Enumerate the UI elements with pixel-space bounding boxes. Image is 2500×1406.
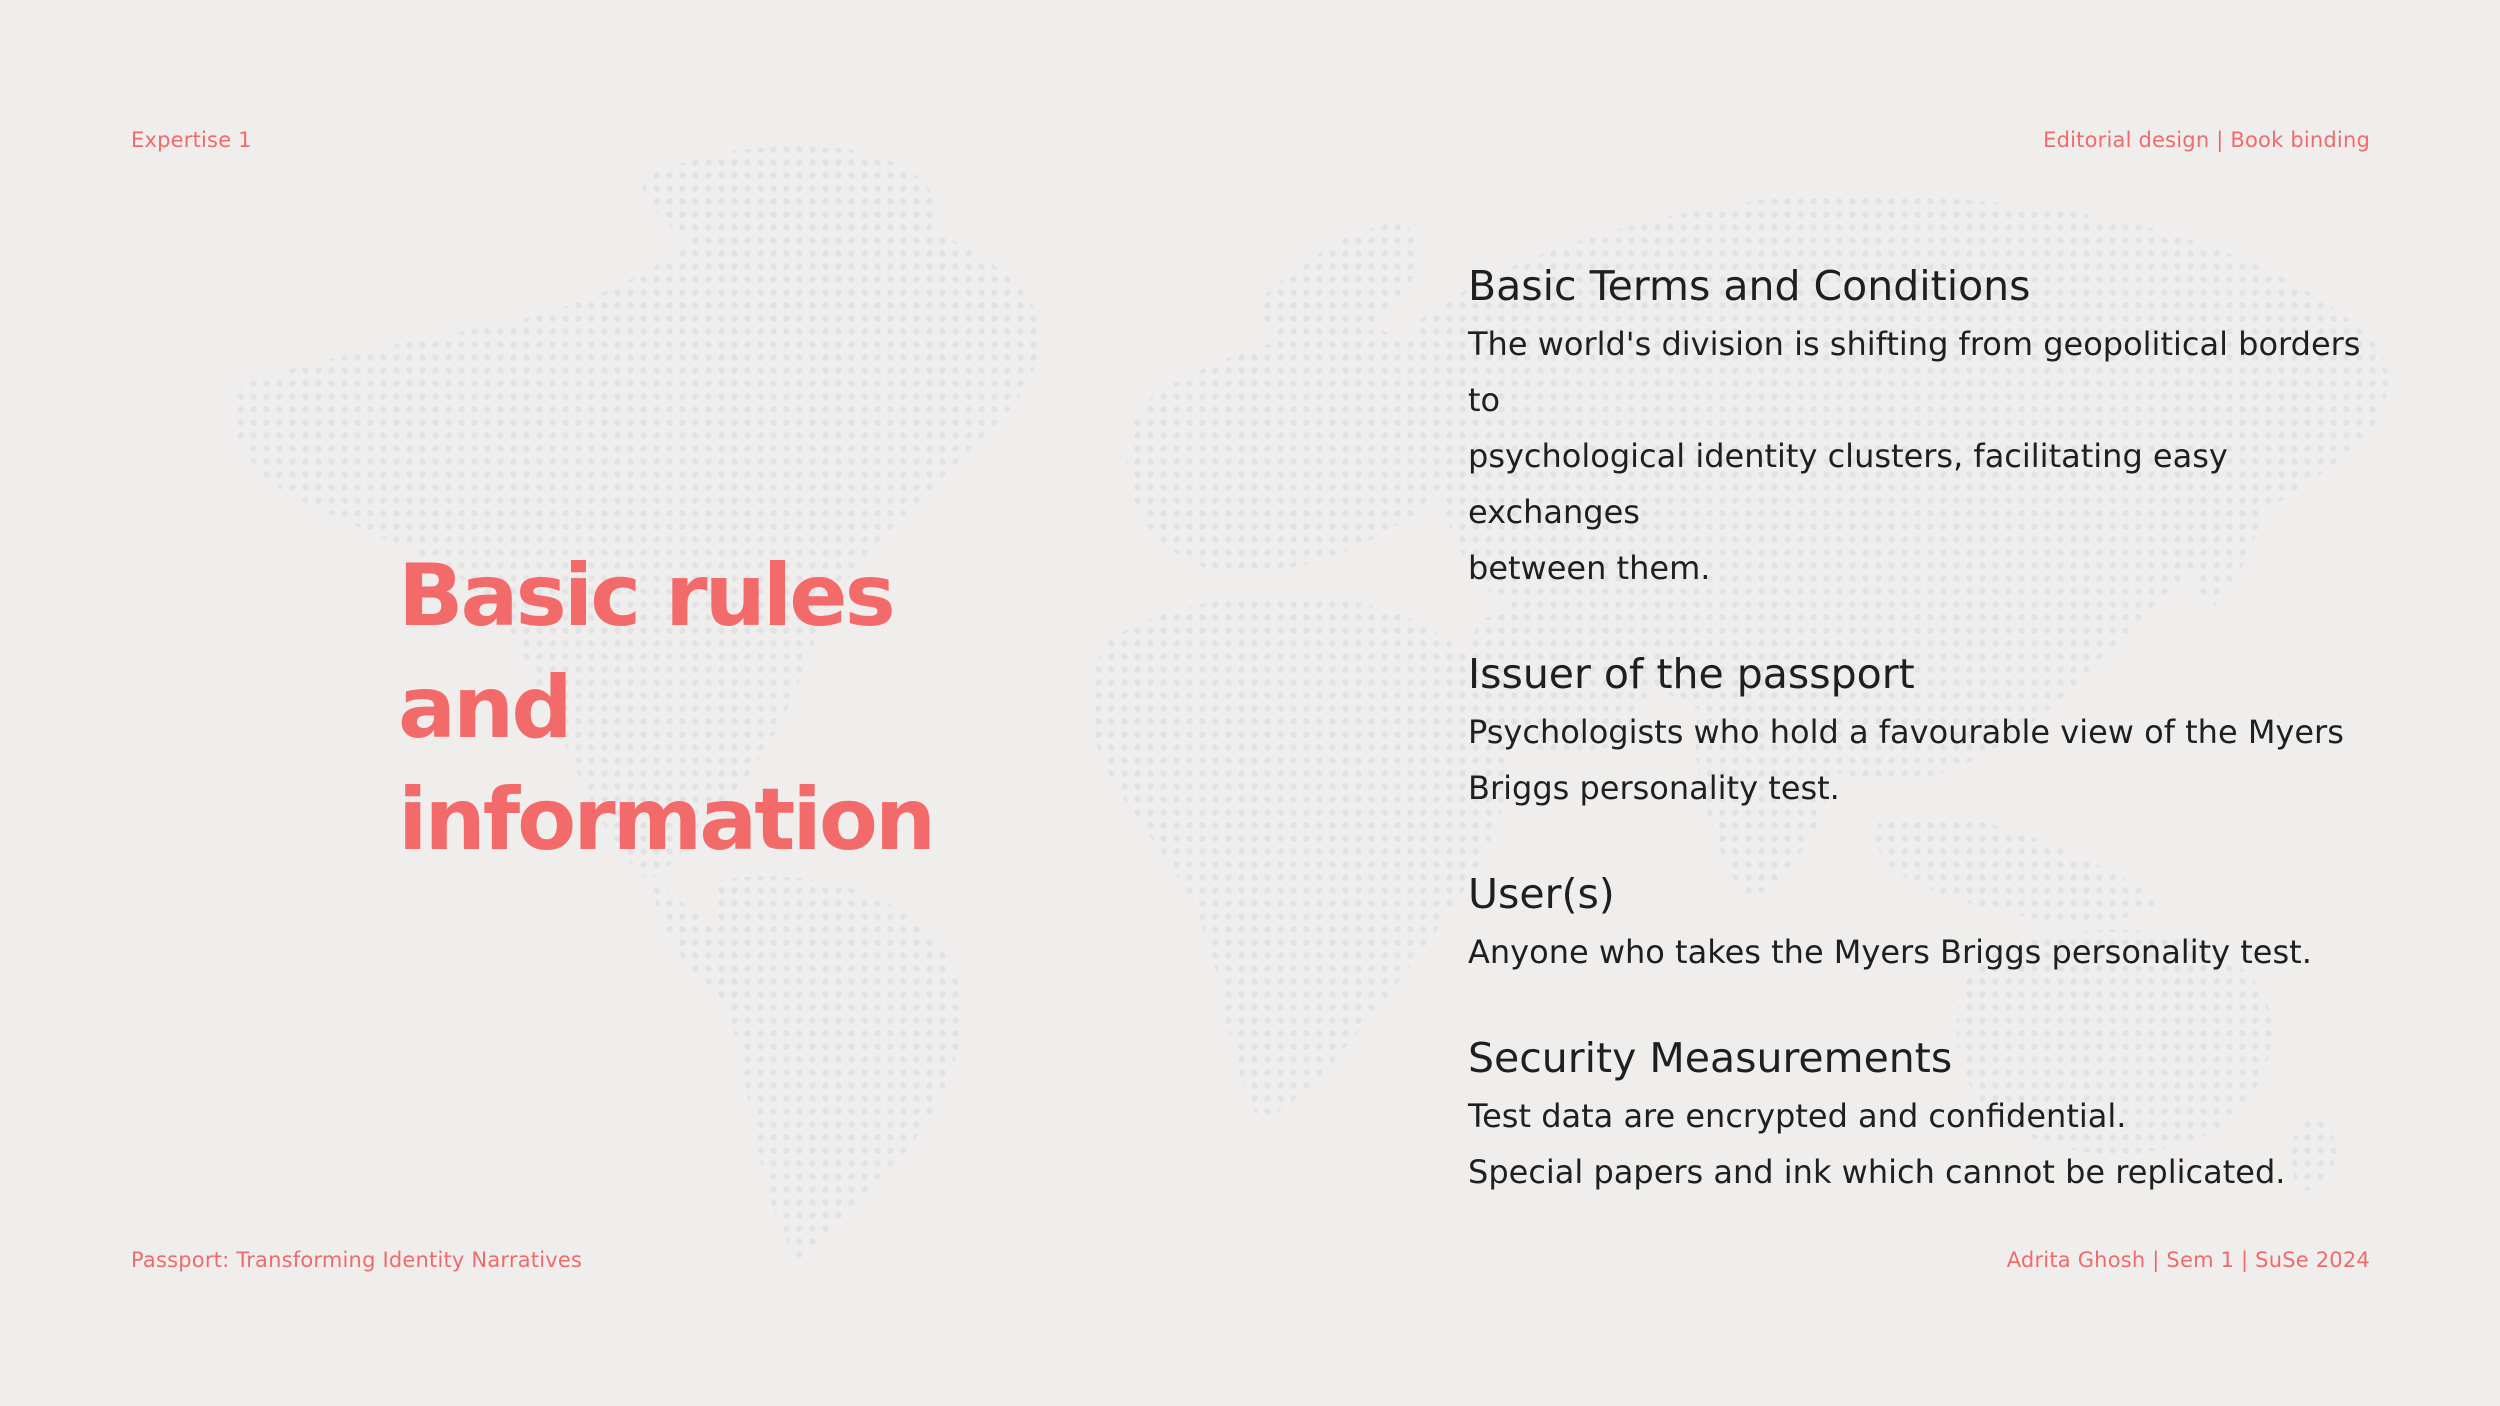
section-line: Test data are encrypted and confidential. <box>1468 1097 2127 1135</box>
hero-title <box>398 540 998 876</box>
section-title: Basic Terms and Conditions <box>1468 262 2031 310</box>
hero-title-line-3: information <box>398 770 934 870</box>
section-line: Psychologists who hold a favourable view of the Myers <box>1468 713 2344 751</box>
section-issuer <box>1468 644 2388 816</box>
section-line: between them. <box>1468 549 1711 587</box>
section-basic-terms <box>1468 256 2388 596</box>
section-line: psychological identity clusters, facilitating easy exchanges <box>1468 437 2228 531</box>
section-body <box>1468 924 2388 980</box>
header-left-label: Expertise 1 <box>131 128 252 152</box>
section-title: Security Measurements <box>1468 1034 1953 1082</box>
hero-title-line-1: Basic rules <box>398 546 893 646</box>
section-title: Issuer of the passport <box>1468 650 1915 698</box>
header-right-label: Editorial design | Book binding <box>2043 128 2370 152</box>
section-users <box>1468 864 2388 980</box>
section-security <box>1468 1028 2388 1200</box>
footer-right-label: Adrita Ghosh | Sem 1 | SuSe 2024 <box>2006 1248 2370 1272</box>
section-body <box>1468 704 2388 816</box>
section-line: The world's division is shifting from geopolitical borders to <box>1468 325 2361 419</box>
section-title: User(s) <box>1468 870 1615 918</box>
footer-left-label: Passport: Transforming Identity Narratives <box>131 1248 583 1272</box>
section-line: Anyone who takes the Myers Briggs personality test. <box>1468 933 2312 971</box>
hero-title-line-2: and <box>398 658 570 758</box>
section-body <box>1468 1088 2388 1200</box>
info-sections <box>1468 256 2388 1200</box>
section-line: Special papers and ink which cannot be replicated. <box>1468 1153 2286 1191</box>
section-body <box>1468 316 2388 596</box>
section-line: Briggs personality test. <box>1468 769 1840 807</box>
